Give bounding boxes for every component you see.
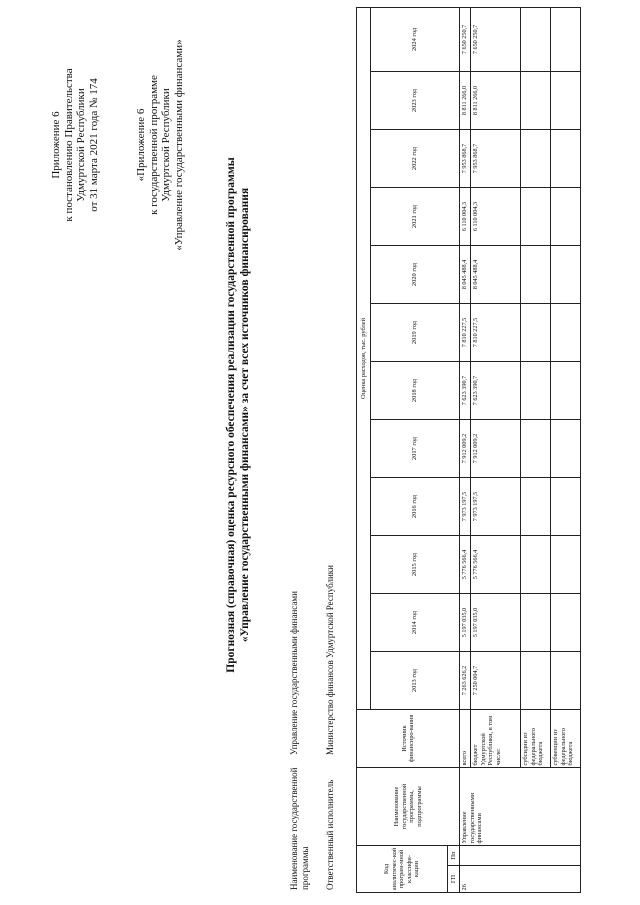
cell-value	[551, 7, 581, 71]
header-year: 2024 год	[371, 7, 460, 71]
cell-value: 7 912 009,2	[460, 420, 471, 478]
cell-value	[521, 304, 551, 362]
title-line: «Управление государственными финансами» за счет всех источников финансирования	[238, 187, 251, 643]
cell-value: 8 045 488,4	[471, 246, 521, 304]
header-year: 2017 год	[371, 420, 460, 478]
cell-value: 5 776 566,4	[471, 536, 521, 594]
program-label: Наименование государственной программы	[289, 767, 310, 890]
cell-value: 7 912 009,2	[471, 420, 521, 478]
cell-value: 7 953 868,7	[460, 130, 471, 188]
cell-value: 7 973 197,5	[460, 478, 471, 536]
document-title	[225, 135, 252, 695]
appendix-sub-line: «Управление государственными финансами»	[172, 39, 185, 251]
cell-value: 7 623 390,7	[460, 362, 471, 420]
cell-value: 7 953 868,7	[471, 130, 521, 188]
cell-value	[521, 536, 551, 594]
cell-value	[551, 478, 581, 536]
header-pp: Пп	[448, 846, 460, 866]
appendix-line: Приложение 6	[50, 111, 62, 179]
cell-value	[521, 130, 551, 188]
cell-pp-code	[460, 846, 581, 866]
header-year: 2014 год	[371, 594, 460, 652]
cell-value	[521, 478, 551, 536]
header-year: 2015 год	[371, 536, 460, 594]
header-gp: ГП	[448, 866, 460, 893]
appendix-header	[50, 25, 100, 265]
header-year: 2016 год	[371, 478, 460, 536]
cell-value: 5 197 035,0	[471, 594, 521, 652]
executor-value: Министерство финансов Удмуртской Республики	[325, 565, 335, 755]
cell-value	[551, 594, 581, 652]
executor-label: Ответственный исполнитель	[325, 779, 335, 890]
header-estimate: Оценка расходов, тыс. рублей	[357, 7, 371, 709]
cell-value	[521, 362, 551, 420]
header-year: 2021 год	[371, 188, 460, 246]
cell-value: 8 045 488,4	[460, 246, 471, 304]
cell-source: бюджет Удмуртской Республики, в том числе:	[471, 710, 521, 768]
header-year: 2018 год	[371, 362, 460, 420]
appendix-sub-line: «Приложение 6	[135, 108, 147, 182]
cell-value	[551, 536, 581, 594]
cell-value: 7 810 227,5	[460, 304, 471, 362]
cell-value: 8 811 266,0	[460, 72, 471, 130]
header-year: 2022 год	[371, 130, 460, 188]
cell-value: 7 250 004,7	[471, 652, 521, 710]
cell-value	[551, 420, 581, 478]
header-name: Наименование государственной программы, подпрограммы	[357, 768, 460, 846]
appendix-sub-header	[135, 25, 185, 265]
cell-value: 6 110 004,3	[460, 188, 471, 246]
cell-value	[551, 304, 581, 362]
header-code: Код аналитичес-кой програм-мной классифи-кации	[357, 846, 448, 893]
cell-value: 5 776 566,4	[460, 536, 471, 594]
cell-value: 5 197 035,0	[460, 594, 471, 652]
cell-value	[521, 652, 551, 710]
cell-value: 7 623 390,7	[471, 362, 521, 420]
cell-value	[521, 594, 551, 652]
cell-value: 7 263 626,2	[460, 652, 471, 710]
cell-value: 8 811 266,0	[471, 72, 521, 130]
appendix-line: от 31 марта 2021 года № 174	[87, 78, 100, 212]
header-year: 2013 год	[371, 652, 460, 710]
cell-gp-code: 26	[460, 866, 581, 893]
cell-value	[551, 188, 581, 246]
appendix-line: к постановлению Правительства	[62, 68, 75, 222]
cell-value	[551, 72, 581, 130]
cell-source: субвенции из федерального бюджета	[551, 710, 581, 768]
header-source: Источник финансиро-вания	[357, 710, 460, 768]
cell-value: 6 110 004,3	[471, 188, 521, 246]
program-value: Управление государственными финансами	[289, 591, 299, 755]
cell-value	[551, 362, 581, 420]
cell-value	[521, 246, 551, 304]
cell-value: 7 973 197,5	[471, 478, 521, 536]
cell-source: субсидии из федерального бюджета	[521, 710, 551, 768]
appendix-line: Удмуртской Республики	[75, 88, 87, 202]
cell-value	[551, 130, 581, 188]
cell-value	[521, 7, 551, 71]
appendix-sub-line: к государственной программе	[147, 75, 160, 215]
cell-value	[521, 420, 551, 478]
cell-value: 7 650 250,7	[471, 7, 521, 71]
cell-value: 7 650 250,7	[460, 7, 471, 71]
cell-value	[521, 188, 551, 246]
cell-source: всего	[460, 710, 471, 768]
header-year: 2020 год	[371, 246, 460, 304]
funding-table	[356, 7, 581, 893]
cell-program-name: Управление государственными финансами	[460, 768, 581, 846]
cell-value: 7 810 227,5	[471, 304, 521, 362]
title-line: Прогнозная (справочная) оценка ресурсного обеспечения реализации государственной программы	[225, 157, 237, 673]
header-year: 2019 год	[371, 304, 460, 362]
cell-value	[551, 246, 581, 304]
cell-value	[551, 652, 581, 710]
appendix-sub-line: Удмуртской Республики	[160, 88, 172, 202]
cell-value	[521, 72, 551, 130]
header-year: 2023 год	[371, 72, 460, 130]
